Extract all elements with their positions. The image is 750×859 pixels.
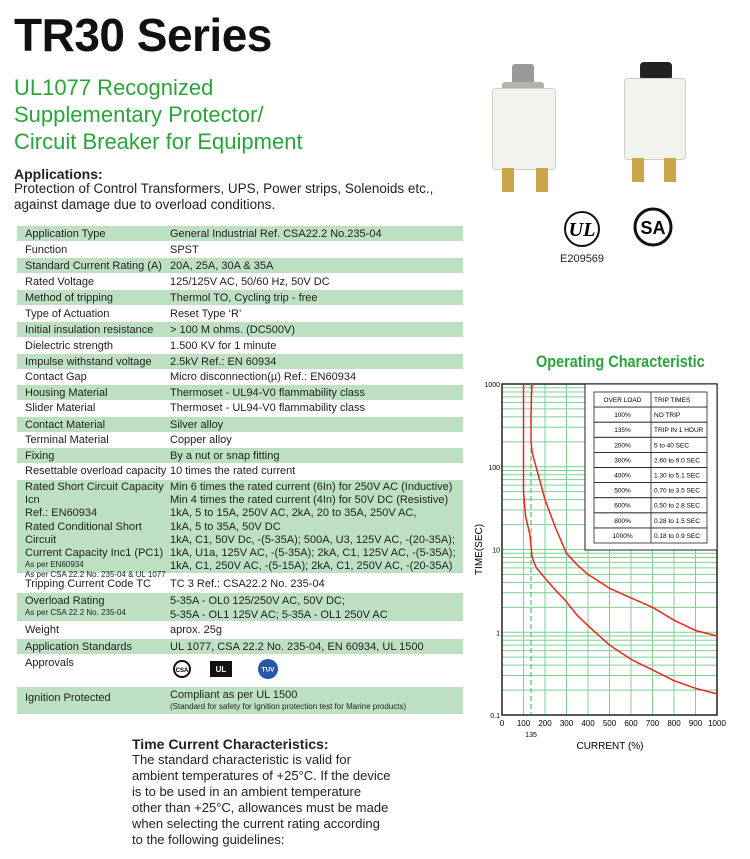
label: Housing Material <box>25 387 108 399</box>
overload-cell: 800% <box>614 517 631 525</box>
trip-time-cell: 0.70 to 3.5 SEC <box>654 487 700 495</box>
marker-label: 135 <box>525 732 537 739</box>
overload-cell: 135% <box>614 427 631 435</box>
note: As per CSA 22.2 No. 235-04 & UL 1077 <box>25 570 166 580</box>
x-tick-label: 800 <box>667 719 681 728</box>
label: Contact Material <box>25 419 106 431</box>
x-tick-label: 900 <box>688 719 703 728</box>
overload-cell: 400% <box>614 472 631 480</box>
spec-row <box>17 274 463 289</box>
approval-marks <box>170 658 280 682</box>
value: 2.5kV Ref.: EN 60934 <box>170 356 277 368</box>
spec-row <box>17 400 463 415</box>
spec-row <box>17 655 463 685</box>
label: Application Standards <box>25 641 133 653</box>
value: 125/125V AC, 50/60 Hz, 50V DC <box>170 276 330 288</box>
svg-text:SA: SA <box>640 218 666 238</box>
trip-time-cell: 0.18 to 0.9 SEC <box>654 532 700 540</box>
value: Micro disconnection(µ) Ref.: EN60934 <box>170 371 357 383</box>
spec-row <box>17 639 463 654</box>
x-tick-label: 600 <box>624 719 638 728</box>
x-tick-label: 200 <box>538 719 552 728</box>
label: Type of Actuation <box>25 308 110 320</box>
applications-text: Protection of Control Transformers, UPS, Power strips, Solenoids etc., against damage due to overload conditions. <box>14 181 434 212</box>
spec-row <box>17 385 463 400</box>
label: Current Capacity Inc1 (PC1) <box>25 547 164 560</box>
x-tick-label: 500 <box>602 719 617 728</box>
value: Thermoset - UL94-V0 flammability class <box>170 387 366 399</box>
overload-cell: 600% <box>614 502 631 510</box>
label: Weight <box>25 624 60 636</box>
spec-row <box>17 290 463 305</box>
operating-characteristic-chart <box>470 375 750 755</box>
trip-time-cell: 0.50 to 2.8 SEC <box>654 502 700 510</box>
value: TC 3 Ref.: CSA22.2 No. 235-04 <box>170 578 325 590</box>
value: SPST <box>170 244 199 256</box>
label: Rated Conditional Short Circuit <box>25 520 142 546</box>
ul-logo-icon <box>560 210 604 248</box>
overload-cell: 500% <box>614 487 631 495</box>
value: Min 6 times the rated current (6In) for 250V AC (Inductive) <box>170 481 453 493</box>
trip-time-cell: TRIP TIMES <box>654 397 691 404</box>
x-tick-label: 700 <box>645 719 660 728</box>
y-axis-label: TIME(SEC) <box>474 523 485 576</box>
value: 1kA, 5 to 35A, 50V DC <box>170 520 281 533</box>
overload-cell: 300% <box>614 457 631 465</box>
value: Silver alloy <box>170 419 224 431</box>
trip-time-cell: NO TRIP <box>654 412 681 420</box>
label: Fixing <box>25 450 55 462</box>
trip-time-cell: 5 to 40 SEC <box>654 442 690 450</box>
label: Initial insulation resistance <box>25 324 154 336</box>
y-tick-label: 1 <box>496 630 500 638</box>
label: Impulse withstand voltage <box>25 356 152 368</box>
overload-cell: OVER LOAD <box>603 397 642 404</box>
x-tick-label: 400 <box>581 719 595 728</box>
value: By a nut or snap fitting <box>170 450 280 462</box>
value: 10 times the rated current <box>170 465 296 477</box>
spec-row <box>17 432 463 447</box>
spec-row <box>17 242 463 257</box>
overload-cell: 100% <box>614 412 631 420</box>
value: Thermol TO, Cycling trip - free <box>170 292 318 304</box>
label: Resettable overload capacity <box>25 465 167 477</box>
label: Standard Current Rating (A) <box>25 260 162 272</box>
label: Application Type <box>25 228 106 240</box>
value: 1.500 KV for 1 minute <box>170 340 277 352</box>
label: Approvals <box>25 657 74 669</box>
value: Min 4 times the rated current (4In) for 50V DC (Resistive) <box>170 494 449 507</box>
svg-text:UL: UL <box>568 219 596 241</box>
label: Slider Material <box>25 402 96 414</box>
label: Function <box>25 244 68 256</box>
ul-mark-icon <box>210 661 232 677</box>
value: Copper alloy <box>170 434 232 446</box>
value: 1kA, C1, 250V AC, -(5-15A); 2kA, C1, 250V AC, -(20-35A) <box>170 560 453 573</box>
value: 1kA, C1, 50V Dc, -(5-35A); 500A, U3, 125V AC, -(20-35A); <box>170 533 455 546</box>
spec-row <box>17 369 463 384</box>
label: Contact Gap <box>25 371 87 383</box>
y-tick-label: 0.1 <box>490 713 500 720</box>
y-tick-label: 100 <box>488 464 500 472</box>
page-title: TR30 Series <box>14 9 272 61</box>
time-current-heading: Time Current Characteristics: <box>132 736 329 752</box>
ul-mark-label: UL <box>215 665 227 674</box>
subtitle-line: UL1077 Recognized <box>14 75 214 100</box>
spec-row <box>17 687 463 714</box>
csa-mark-label: CSA <box>175 668 189 674</box>
label: Ref.: EN60934 <box>25 507 98 520</box>
spec-row <box>17 463 463 478</box>
value: Reset Type ‘R’ <box>170 308 242 320</box>
spec-row <box>17 306 463 321</box>
label: Tripping Current Code TC <box>25 578 151 590</box>
csa-mark-icon <box>174 661 190 677</box>
tuv-mark-label: TUV <box>261 666 275 674</box>
spec-row <box>17 258 463 273</box>
x-tick-label: 300 <box>559 719 574 728</box>
value: Thermoset - UL94-V0 flammability class <box>170 402 366 414</box>
trip-time-cell: 2.60 to 9.0 SEC <box>654 457 700 465</box>
x-axis-label: CURRENT (%) <box>576 741 644 752</box>
y-tick-label: 10 <box>492 547 500 555</box>
trip-time-cell: 1.30 to 5.1 SEC <box>654 472 700 480</box>
ul-file-number: E209569 <box>560 253 605 265</box>
trip-time-cell: 0.28 to 1.5 SEC <box>654 517 700 525</box>
y-tick-label: 1000 <box>484 382 500 389</box>
x-tick-label: 100 <box>516 719 531 728</box>
applications-heading: Applications: <box>14 166 103 182</box>
value: 1kA, 5 to 15A, 250V AC, 2kA, 20 to 35A, 250V AC, <box>170 507 417 520</box>
spec-row <box>17 448 463 463</box>
value: Compliant as per UL 1500 <box>170 689 298 701</box>
x-tick-label: 1000 <box>708 719 726 728</box>
overload-cell: 200% <box>614 442 631 450</box>
value: aprox. 25g <box>170 624 222 636</box>
spec-row <box>17 593 463 621</box>
label: Ignition Protected <box>25 692 111 704</box>
spec-row <box>17 576 463 591</box>
value: 5-35A - OL1 125V AC; 5-35A - OL1 250V AC <box>170 609 388 621</box>
csa-logo-icon <box>632 206 674 248</box>
note: As per EN60934 <box>25 560 84 570</box>
label: Dielectric strength <box>25 340 114 352</box>
subtitle-line: Circuit Breaker for Equipment <box>14 129 303 154</box>
spec-row <box>17 354 463 369</box>
spec-row <box>17 226 463 241</box>
short-circuit-row <box>17 480 463 580</box>
note: As per CSA 22.2 No. 235-04 <box>25 608 126 617</box>
spec-row <box>17 622 463 637</box>
value: 20A, 25A, 30A & 35A <box>170 260 274 272</box>
spec-row <box>17 322 463 337</box>
x-tick-label: 0 <box>499 719 505 728</box>
value: General Industrial Ref. CSA22.2 No.235-04 <box>170 228 382 240</box>
value: 5-35A - OL0 125/250V AC, 50V DC; <box>170 595 345 607</box>
value: > 100 M ohms. (DC500V) <box>170 324 296 336</box>
spec-row <box>17 338 463 353</box>
label: Rated Short Circuit Capacity Icn <box>25 481 164 507</box>
label: Rated Voltage <box>25 276 95 288</box>
overload-cell: 1000% <box>612 532 633 540</box>
value: UL 1077, CSA 22.2 No. 235-04, EN 60934, UL 1500 <box>170 641 424 653</box>
chart-title: Operating Characteristic <box>536 352 705 371</box>
subtitle <box>14 74 434 155</box>
spec-row <box>17 417 463 432</box>
trip-time-cell: TRIP IN 1 HOUR <box>654 427 704 435</box>
label: Method of tripping <box>25 292 114 304</box>
label: Terminal Material <box>25 434 109 446</box>
note: (Standard for safety for Ignition protection test for Marine products) <box>170 702 407 711</box>
value: 1kA, U1a, 125V AC, -(5-35A); 2kA, C1, 125V AC, -(5-35A); <box>170 547 456 560</box>
label: Overload Rating <box>25 595 105 607</box>
subtitle-line: Supplementary Protector/ <box>14 102 264 127</box>
tuv-mark-icon <box>258 659 278 679</box>
time-current-text: The standard characteristic is valid for ambient temperatures of +25°C. If the device is to be used in an ambient temperature other than +25°C, allowances must be made when selecting the current rating according to the following guidelines: <box>132 752 391 847</box>
